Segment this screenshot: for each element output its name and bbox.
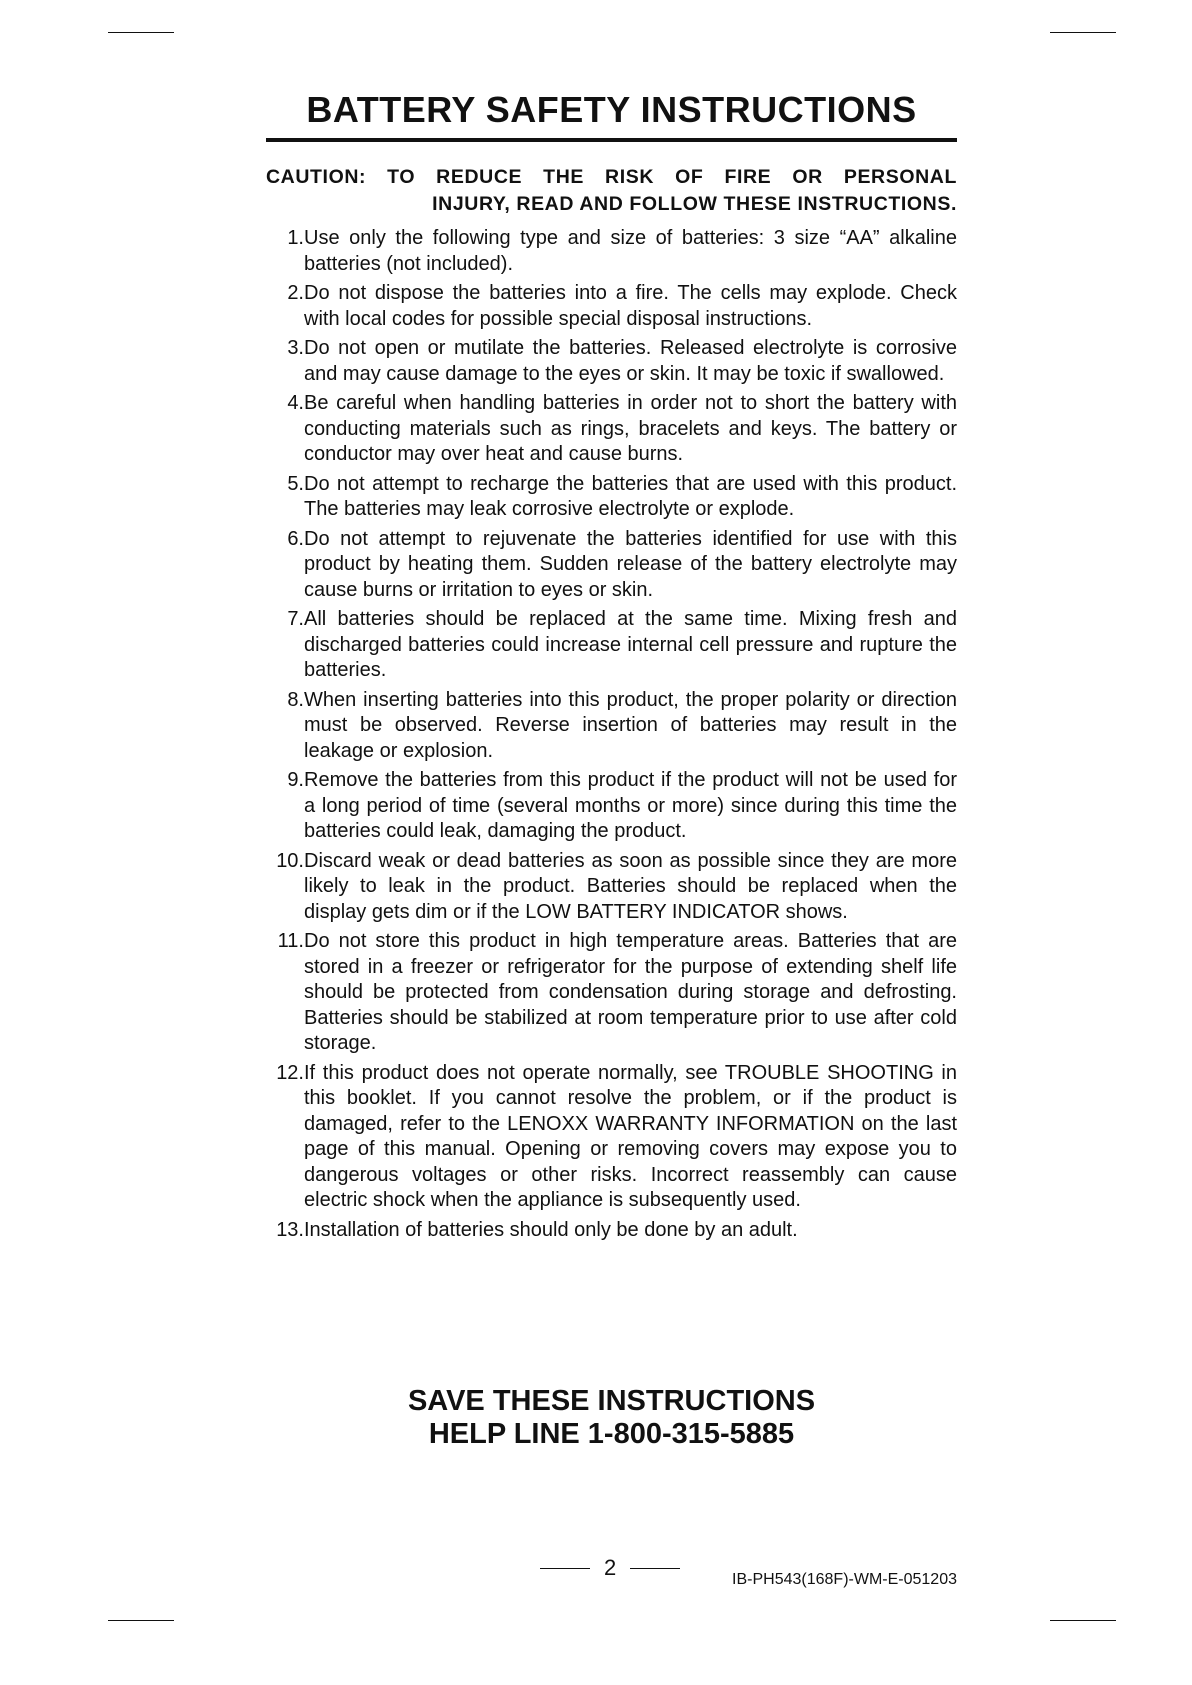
- page-number-dash-left: [540, 1568, 590, 1569]
- list-item: [266, 472, 957, 523]
- item-number: 3.: [287, 337, 304, 359]
- caution-line-2: INJURY, READ AND FOLLOW THESE INSTRUCTIONS.: [432, 193, 957, 215]
- item-number: 4.: [287, 392, 304, 414]
- page-number-block: [540, 1555, 680, 1581]
- item-text: Use only the following type and size of batteries: 3 size “AA” alkaline batteries (not included).: [304, 227, 957, 275]
- list-item: [266, 336, 957, 387]
- list-item: [266, 226, 957, 277]
- save-instructions-heading: SAVE THESE INSTRUCTIONS: [407, 1385, 816, 1417]
- document-code: IB-PH543(168F)-WM-E-051203: [732, 1571, 957, 1588]
- instructions-content: [266, 88, 957, 1247]
- item-number: 6.: [287, 527, 304, 550]
- crop-mark-bottom-right: [1050, 1620, 1116, 1621]
- list-item: [266, 391, 957, 468]
- item-text: Be careful when handling batteries in order not to short the battery with conducting materials such as rings, bracelets and keys. The battery or conductor may over heat and cause burns.: [304, 392, 957, 465]
- page-title: BATTERY SAFETY INSTRUCTIONS: [266, 88, 957, 142]
- list-item: [266, 607, 957, 684]
- item-number: 12.: [276, 1061, 304, 1084]
- item-number: 13.: [276, 1218, 304, 1241]
- item-text: When inserting batteries into this product, the proper polarity or direction must be observed. Reverse insertion of batteries may result in the leakage or explosion.: [304, 688, 957, 762]
- item-text: Do not open or mutilate the batteries. Released electrolyte is corrosive and may cause damage to the eyes or skin. It may be toxic if swallowed.: [304, 337, 957, 385]
- item-text: Discard weak or dead batteries as soon as possible since they are more likely to leak in the product. Batteries should be replaced when the display gets dim or if the LOW BATTERY INDICATOR shows.: [304, 849, 957, 923]
- list-item: [266, 688, 957, 765]
- save-instructions-block: [266, 1385, 957, 1451]
- list-item: [266, 929, 957, 1057]
- item-number: 9.: [287, 769, 304, 791]
- item-number: 11.: [277, 930, 304, 952]
- list-item: [266, 849, 957, 926]
- list-item: [266, 1218, 957, 1244]
- crop-mark-top-left: [108, 32, 174, 33]
- item-number: 5.: [287, 472, 304, 495]
- item-number: 2.: [287, 282, 304, 304]
- caution-line-1: CAUTION: TO REDUCE THE RISK OF FIRE OR PERSONAL: [266, 166, 957, 188]
- list-item: [266, 768, 957, 845]
- item-number: 10.: [276, 849, 304, 872]
- crop-mark-bottom-left: [108, 1620, 174, 1621]
- caution-notice: [266, 164, 957, 218]
- item-number: 1.: [287, 227, 304, 249]
- item-text: If this product does not operate normally, see TROUBLE SHOOTING in this booklet. If you cannot resolve the problem, or if the product is damaged, refer to the LENOXX WARRANTY INFORMATION on the last page of this manual. Opening or removing covers may expose you to dangerous voltages or other risks. Incorrect reassembly can cause electric shock when the appliance is subsequently used.: [304, 1061, 957, 1211]
- help-line: HELP LINE 1-800-315-5885: [428, 1418, 795, 1450]
- page-number: 2: [604, 1555, 617, 1580]
- crop-mark-top-right: [1050, 32, 1116, 33]
- instruction-list: [266, 226, 957, 1243]
- item-text: Remove the batteries from this product if the product will not be used for a long period of time (several months or more) since during this time the batteries could leak, damaging the product.: [304, 769, 957, 842]
- list-item: [266, 527, 957, 604]
- item-text: Do not attempt to recharge the batteries that are used with this product. The batteries may leak corrosive electrolyte or explode.: [304, 472, 957, 520]
- item-text: Do not attempt to rejuvenate the batteries identified for use with this product by heating them. Sudden release of the battery electrolyte may cause burns or irritation to eyes or skin.: [304, 527, 957, 601]
- page-number-dash-right: [630, 1568, 680, 1569]
- item-text: Do not store this product in high temperature areas. Batteries that are stored in a freezer or refrigerator for the purpose of extending shelf life should be protected from condensation during storage and defrosting. Batteries should be stabilized at room temperature prior to use after cold storage.: [304, 930, 957, 1054]
- item-text: Installation of batteries should only be done by an adult.: [304, 1218, 798, 1241]
- item-text: All batteries should be replaced at the same time. Mixing fresh and discharged batteries could increase internal cell pressure and rupture the batteries.: [304, 608, 957, 681]
- list-item: [266, 1061, 957, 1214]
- list-item: [266, 281, 957, 332]
- item-number: 8.: [287, 688, 304, 711]
- item-text: Do not dispose the batteries into a fire. The cells may explode. Check with local codes for possible special disposal instructions.: [304, 282, 957, 330]
- item-number: 7.: [287, 608, 304, 630]
